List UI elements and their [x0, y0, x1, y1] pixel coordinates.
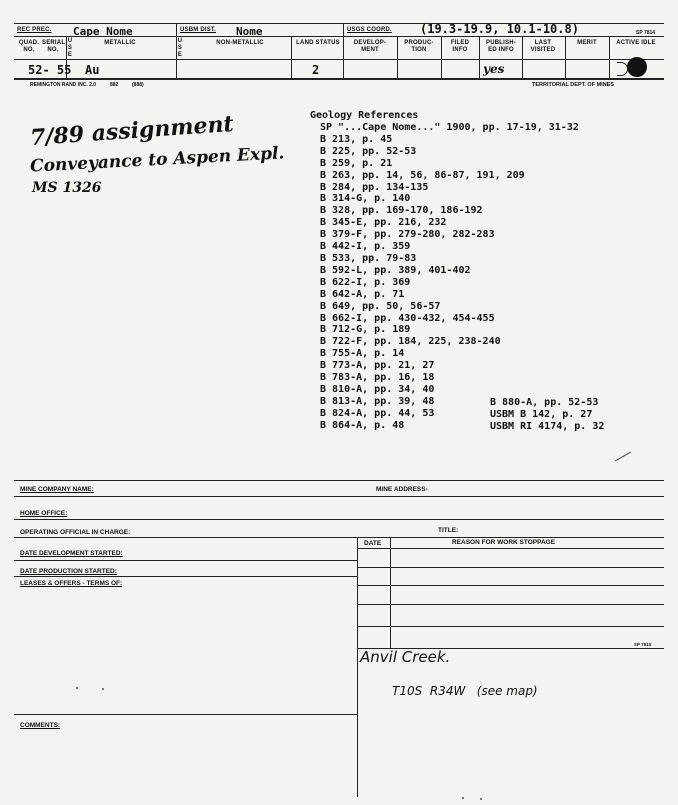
operating-official-label: OPERATING OFFICIAL IN CHARGE:	[20, 529, 131, 536]
geology-title: Geology References	[310, 110, 419, 121]
dept-label: TERRITORIAL DEPT. OF MINES	[532, 82, 614, 88]
geology-ref-item: B 824-A, pp. 44, 53	[320, 407, 435, 419]
geology-side-ref-item: B 880-A, pp. 52-53	[490, 397, 599, 408]
geology-ref-item: B 722-F, pp. 184, 225, 238-240	[320, 336, 501, 348]
merit-arc-mark	[617, 62, 628, 76]
usgs-coord-value: (19.3-19.9, 10.1-10.8)	[420, 22, 579, 36]
rec-prec-label: REC PREC.	[17, 27, 52, 33]
quad-serial-value: 52- 55	[28, 63, 72, 77]
geology-ref-item: B 213, p. 45	[320, 133, 393, 145]
col-production: PRODUC- TION	[404, 40, 434, 53]
geology-ref-item: B 662-I, pp. 430-432, 454-455	[320, 312, 495, 324]
stray-mark	[615, 452, 631, 462]
geology-side-ref-item: USBM RI 4174, p. 32	[490, 420, 605, 432]
col-quad-no: QUAD. NO.	[18, 40, 40, 53]
usbm-dist-label: USBM DIST.	[180, 27, 217, 33]
geology-ref-list	[320, 122, 579, 432]
reason-col-header: REASON FOR WORK STOPPAGE	[452, 539, 556, 546]
geology-ref-item: SP "...Cape Nome..." 1900, pp. 17-19, 31-32	[320, 122, 579, 133]
geology-ref-item: B 259, p. 21	[320, 157, 393, 169]
title-label: TITLE:	[438, 527, 459, 534]
printer-mark: REMINGTON RAND INC. 2.0	[30, 82, 97, 88]
scan-speck	[480, 798, 482, 800]
col-development: DEVELOP- MENT	[353, 40, 387, 53]
geology-ref-item: B 864-A, p. 48	[320, 419, 405, 431]
geology-ref-item: B 284, pp. 134-135	[320, 181, 429, 193]
col-published-info: PUBLISH- ED INFO	[486, 40, 516, 53]
col-metallic: METALLIC	[104, 40, 136, 46]
active-status-dot	[627, 57, 647, 77]
scan-speck	[462, 797, 464, 799]
geology-ref-item: B 813-A, pp. 39, 48	[320, 395, 435, 407]
mine-company-label: MINE COMPANY NAME:	[20, 486, 94, 493]
geology-ref-item: B 225, pp. 52-53	[320, 145, 417, 157]
mine-address-label: MINE ADDRESS-	[376, 486, 428, 493]
land-status-value: 2	[312, 63, 320, 77]
col-last-visited: LAST VISITED	[530, 40, 556, 53]
handwritten-note-line3: MS 1326	[32, 180, 102, 196]
geology-ref-item: B 263, pp. 14, 56, 86-87, 191, 209	[320, 169, 525, 181]
form-number-small: SP 7815	[634, 642, 652, 647]
handwritten-note-line1: 7/89 assignment	[29, 110, 235, 152]
col-merit: MERIT	[577, 40, 597, 46]
form-number: SP 7814	[636, 30, 656, 36]
col-serial-no: SERIAL NO.	[42, 40, 66, 53]
col-filed-info: FILED INFO	[450, 40, 470, 53]
geology-ref-item: B 773-A, pp. 21, 27	[320, 360, 435, 372]
metallic-value: Au	[85, 63, 100, 77]
col-use-2: U S E	[177, 38, 183, 58]
home-office-label: HOME OFFICE:	[20, 510, 68, 517]
geology-ref-item: B 642-A, p. 71	[320, 288, 405, 300]
printer-code: 882	[110, 82, 119, 88]
leases-label: LEASES & OFFERS - TERMS OF:	[20, 580, 123, 587]
col-active-idle: ACTIVE IDLE	[616, 40, 656, 46]
scan-speck	[76, 687, 78, 689]
geology-ref-item: B 345-E, pp. 216, 232	[320, 217, 447, 229]
usgs-coord-label: USGS COORD.	[347, 27, 392, 33]
geology-ref-item: B 533, pp. 79-83	[320, 252, 417, 264]
scan-speck	[102, 688, 104, 690]
published-info-value: yes	[483, 62, 505, 76]
geology-ref-item: B 592-L, pp. 389, 401-402	[320, 264, 471, 276]
geology-ref-item: B 328, pp. 169-170, 186-192	[320, 205, 483, 217]
date-development-label: DATE DEVELOPMENT STARTED:	[20, 550, 123, 557]
geology-ref-item: B 783-A, pp. 16, 18	[320, 372, 435, 384]
handwritten-creek: Anvil Creek.	[360, 648, 451, 666]
usbm-dist-value: Nome	[236, 25, 263, 38]
geology-ref-item: B 755-A, p. 14	[320, 348, 405, 360]
handwritten-location: T10S R34W (see map)	[392, 684, 538, 698]
geology-ref-item: B 442-I, p. 359	[320, 241, 411, 253]
rec-prec-value: Cape Nome	[73, 25, 133, 38]
comments-label: COMMENTS:	[20, 722, 61, 729]
geology-side-refs	[490, 397, 604, 433]
geology-ref-item: B 649, pp. 50, 56-57	[320, 300, 441, 312]
col-non-metallic: NON-METALLIC	[216, 40, 264, 46]
geology-ref-item: B 314-G, p. 140	[320, 193, 411, 205]
printer-paren: (888)	[132, 82, 144, 88]
geology-ref-item: B 379-F, pp. 279-280, 282-283	[320, 229, 495, 241]
col-use-1: U S E	[67, 38, 73, 58]
handwritten-note-line2: Conveyance to Aspen Expl.	[29, 143, 285, 177]
geology-side-ref-item: USBM B 142, p. 27	[490, 408, 593, 420]
geology-ref-item: B 810-A, pp. 34, 40	[320, 383, 435, 395]
geology-ref-item: B 622-I, p. 369	[320, 276, 411, 288]
date-col-header: DATE	[364, 540, 382, 547]
col-land-status: LAND STATUS	[296, 40, 340, 46]
geology-ref-item: B 712-G, p. 189	[320, 324, 411, 336]
date-production-label: DATE PRODUCTION STARTED:	[20, 568, 117, 575]
